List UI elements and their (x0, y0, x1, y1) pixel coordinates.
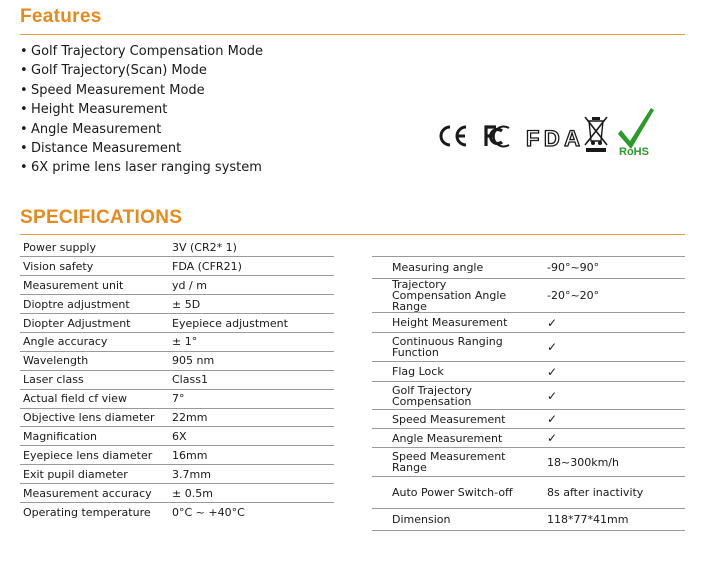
table-row: Flag Lock ✓ (372, 362, 685, 382)
table-row: Angle accuracy ± 1° (20, 332, 334, 351)
check-icon: ✓ (527, 429, 685, 448)
feature-item: • Distance Measurement (20, 139, 263, 158)
table-row: Speed Measurement ✓ (372, 410, 685, 429)
bullet-icon: • (20, 102, 28, 118)
table-row: Eyepiece lens diameter 16mm (20, 446, 334, 465)
table-row: Angle Measurement ✓ (372, 429, 685, 448)
rohs-logo-text: RoHS (619, 146, 649, 158)
feature-item: • Angle Measurement (20, 120, 263, 139)
table-row: Objective lens diameter 22mm (20, 408, 334, 427)
table-row: Operating temperature 0°C ~ +40°C (23, 505, 245, 519)
check-icon: ✓ (527, 382, 685, 410)
specifications-divider (20, 234, 685, 235)
table-row: Dioptre adjustment ± 5D (20, 295, 334, 314)
check-icon: ✓ (527, 313, 685, 333)
ce-mark-icon (441, 127, 466, 145)
rohs-mark-icon (618, 108, 654, 158)
table-row: Trajectory Compensation Angle Range -20°~20° (372, 279, 685, 313)
check-icon: ✓ (527, 410, 685, 429)
weee-bin-icon (585, 117, 607, 152)
table-row: Vision safety FDA (CFR21) (20, 257, 334, 276)
table-row: Auto Power Switch-off 8s after inactivity (372, 477, 685, 509)
table-row: Wavelength 905 nm (20, 351, 334, 370)
table-row: Laser class Class1 (20, 370, 334, 389)
fda-logo-text: FDA (526, 126, 580, 151)
features-list (20, 42, 263, 178)
features-divider (20, 34, 685, 35)
check-icon: ✓ (527, 362, 685, 382)
table-row: Power supply 3V (CR2* 1) (20, 238, 334, 257)
bullet-icon: • (20, 141, 28, 157)
fda-mark-icon (526, 126, 580, 151)
specs-table-left (20, 238, 334, 521)
feature-item: • 6X prime lens laser ranging system (20, 158, 263, 177)
table-row: Measurement unit yd / m (20, 276, 334, 295)
table-row: Dimension 118*77*41mm (372, 509, 685, 531)
table-row: Speed Measurement Range 18~300km/h (372, 448, 685, 477)
table-row: Diopter Adjustment Eyepiece adjustment (20, 314, 334, 333)
check-icon: ✓ (527, 333, 685, 362)
feature-item: • Speed Measurement Mode (20, 81, 263, 100)
table-row: Exit pupil diameter 3.7mm (20, 465, 334, 484)
certification-logos (437, 106, 659, 158)
table-row: Magnification 6X (20, 427, 334, 446)
table-row: Measurement accuracy ± 0.5m (20, 484, 334, 503)
table-row: Continuous Ranging Function ✓ (372, 333, 685, 362)
table-row: Golf Trajectory Compensation ✓ (372, 382, 685, 410)
bullet-icon: • (20, 160, 28, 176)
bullet-icon: • (20, 121, 28, 137)
feature-item: • Height Measurement (20, 100, 263, 119)
features-heading: Features (20, 6, 102, 27)
table-row: Actual field cf view 7° (20, 389, 334, 408)
bullet-icon: • (20, 82, 28, 98)
feature-item: • Golf Trajectory Compensation Mode (20, 42, 263, 61)
bullet-icon: • (20, 63, 28, 79)
bullet-icon: • (20, 44, 28, 59)
table-row: Measuring angle -90°~90° (372, 257, 685, 279)
specs-table-right (372, 256, 685, 531)
table-row: Height Measurement ✓ (372, 313, 685, 333)
fcc-mark-icon (486, 127, 509, 147)
feature-item: • Golf Trajectory(Scan) Mode (20, 61, 263, 80)
specifications-heading: SPECIFICATIONS (20, 207, 183, 228)
